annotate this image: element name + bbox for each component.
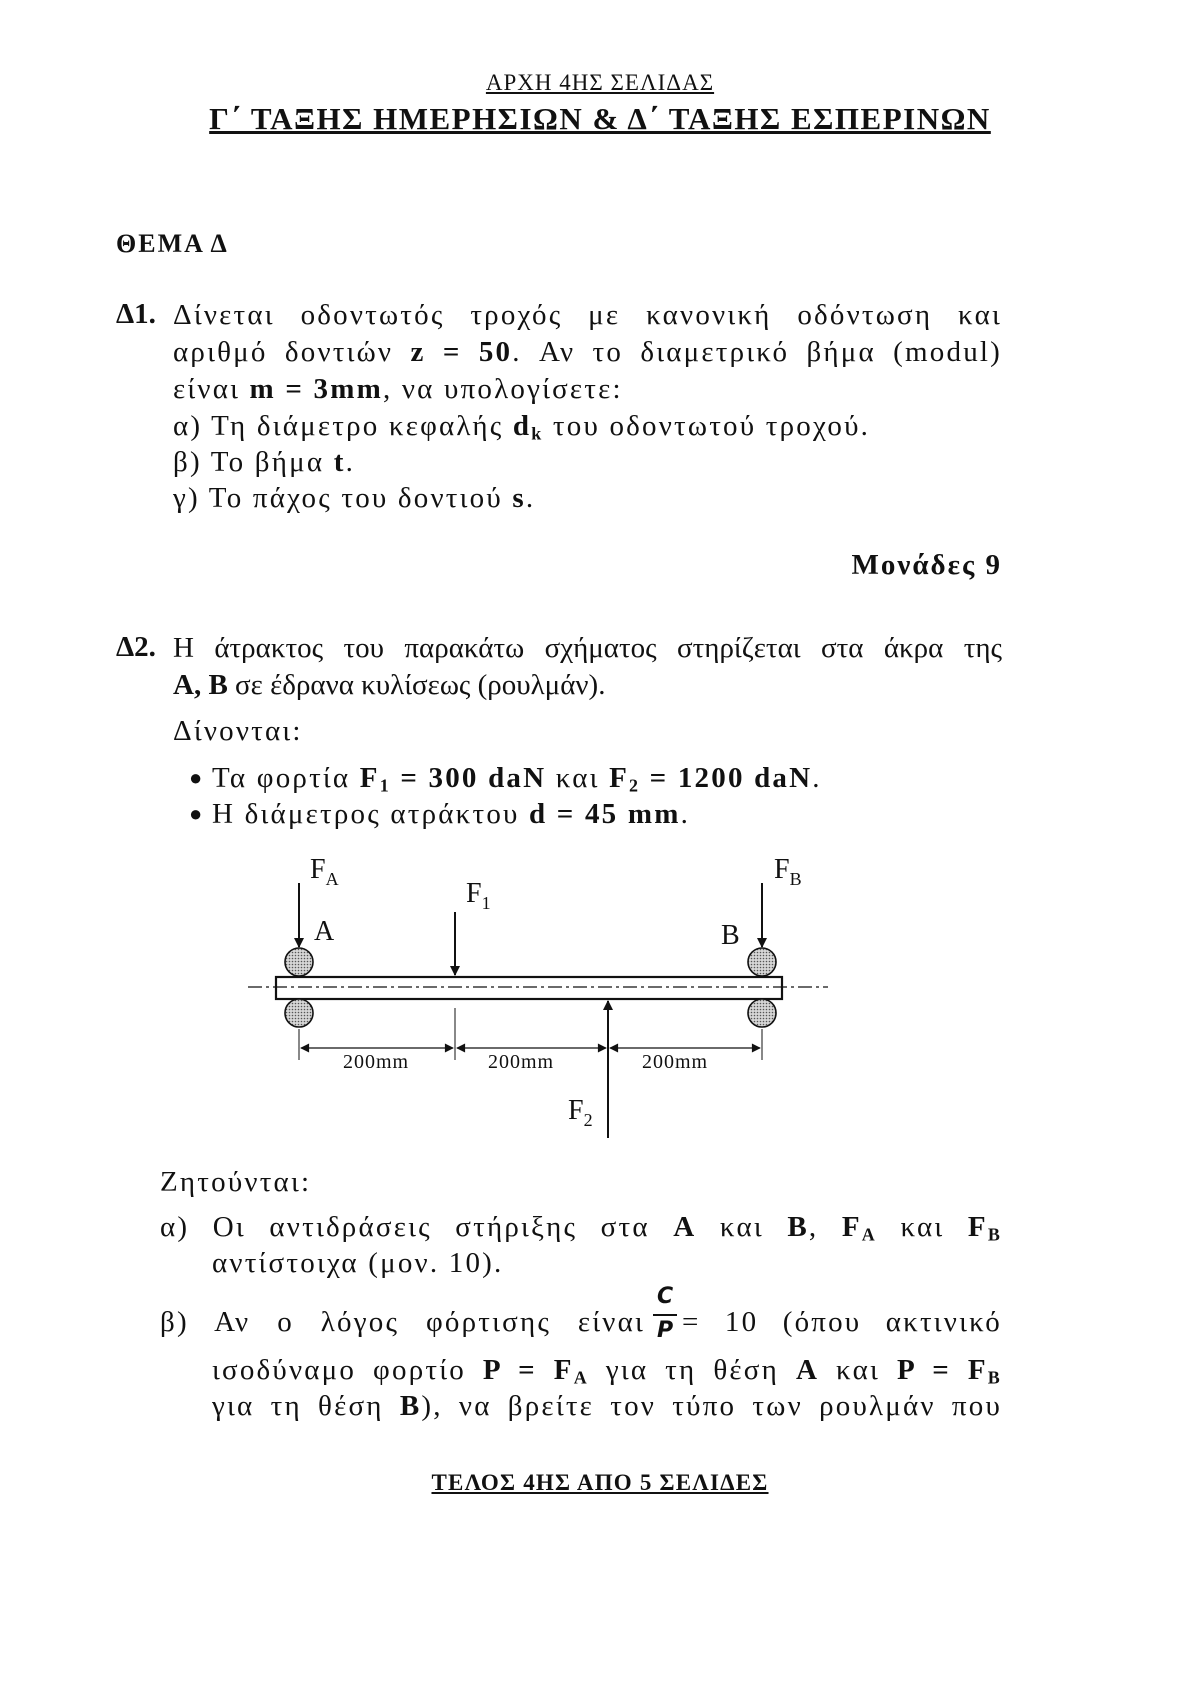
label-fb: $F_B$ [774, 854, 802, 889]
label-point-a: A [314, 916, 335, 947]
bullet-icon: ● [189, 765, 203, 790]
bearing-b-top [748, 948, 776, 976]
dim-label-2: 200mm [487, 1051, 555, 1073]
fraction-numerator: C [657, 1284, 674, 1309]
question-d1-line2: αριθμό δοντιών z = 50. Αν το διαμετρικό βήμα (modul) [173, 336, 1003, 368]
bearing-a-top [285, 948, 313, 976]
question-d2-line2: A, B σε έδρανα κυλίσεως (ρουλμάν). [173, 669, 606, 701]
fraction-bar [653, 1314, 677, 1316]
page-header-title: Γ΄ ΤΑΞΗΣ ΗΜΕΡΗΣΙΩΝ & Δ΄ ΤΑΞΗΣ ΕΣΠΕΡΙΝΩΝ [209, 101, 991, 136]
label-f1: $F_1$ [466, 878, 491, 913]
bearing-b-bottom [748, 999, 776, 1027]
question-d2-item-a-line2: αντίστοιχα (μον. 10). [212, 1247, 504, 1279]
label-point-b: B [721, 920, 740, 951]
page-header-top: ΑΡΧΗ 4ΗΣ ΣΕΛΙΔΑΣ [485, 70, 715, 95]
question-d1-points: Μονάδες 9 [851, 549, 1002, 581]
question-d2-item-b-line2: ισοδύναμο φορτίο $P = F_A$ για τη θέση A και $P = F_B$ [212, 1354, 1002, 1388]
given-loads: Τα φορτία $F_1 = 300$ daN και $F_2 = 1200$ daN. [212, 762, 822, 796]
question-d2-item-a-line1: α) Οι αντιδράσεις στήριξης στα A και B, $F_A$ και $F_B$ [160, 1211, 1003, 1245]
question-d1-label: Δ1. [116, 298, 156, 330]
shaft-diagram [0, 840, 1200, 1160]
fraction-denominator: P [657, 1318, 674, 1343]
question-d2-item-b-line1b: = 10 (όπου ακτινικό [682, 1306, 1002, 1338]
question-d2-requested: Ζητούνται: [160, 1166, 312, 1198]
bullet-icon: ● [189, 801, 203, 826]
label-f2: $F_2$ [568, 1095, 593, 1130]
question-d2-item-b-line3: για τη θέση B), να βρείτε τον τύπο των ρουλμάν που [212, 1390, 1003, 1422]
label-fa: $F_A$ [310, 854, 339, 889]
question-d2-label: Δ2. [116, 631, 156, 663]
bearing-a-bottom [285, 999, 313, 1027]
shaft [276, 977, 782, 999]
given-diameter: Η διάμετρος ατράκτου d = 45 mm. [212, 798, 691, 830]
dim-label-1: 200mm [342, 1051, 410, 1073]
section-title: ΘΕΜΑ Δ [116, 229, 229, 258]
question-d1-item-a: α) Τη διάμετρο κεφαλής $d_k$ του οδοντωτού τροχού. [173, 410, 871, 444]
page-footer: ΤΕΛΟΣ 4ΗΣ ΑΠΟ 5 ΣΕΛΙΔΕΣ [431, 1470, 769, 1495]
question-d1-item-b: β) Το βήμα t. [173, 446, 356, 478]
question-d2-given: Δίνονται: [173, 715, 303, 747]
question-d1-item-c: γ) Το πάχος του δοντιού s. [173, 482, 536, 514]
question-d1-line1: Δίνεται οδοντωτός τροχός με κανονική οδόντωση και [173, 299, 1002, 331]
question-d1-line3: είναι m = 3mm, να υπολογίσετε: [173, 373, 623, 405]
question-d2-line1: Η άτρακτος του παρακάτω σχήματος στηρίζεται στα άκρα της [173, 632, 1002, 664]
question-d2-item-b-line1a: β) Αν ο λόγος φόρτισης είναι [160, 1306, 645, 1338]
dim-label-3: 200mm [641, 1051, 709, 1073]
